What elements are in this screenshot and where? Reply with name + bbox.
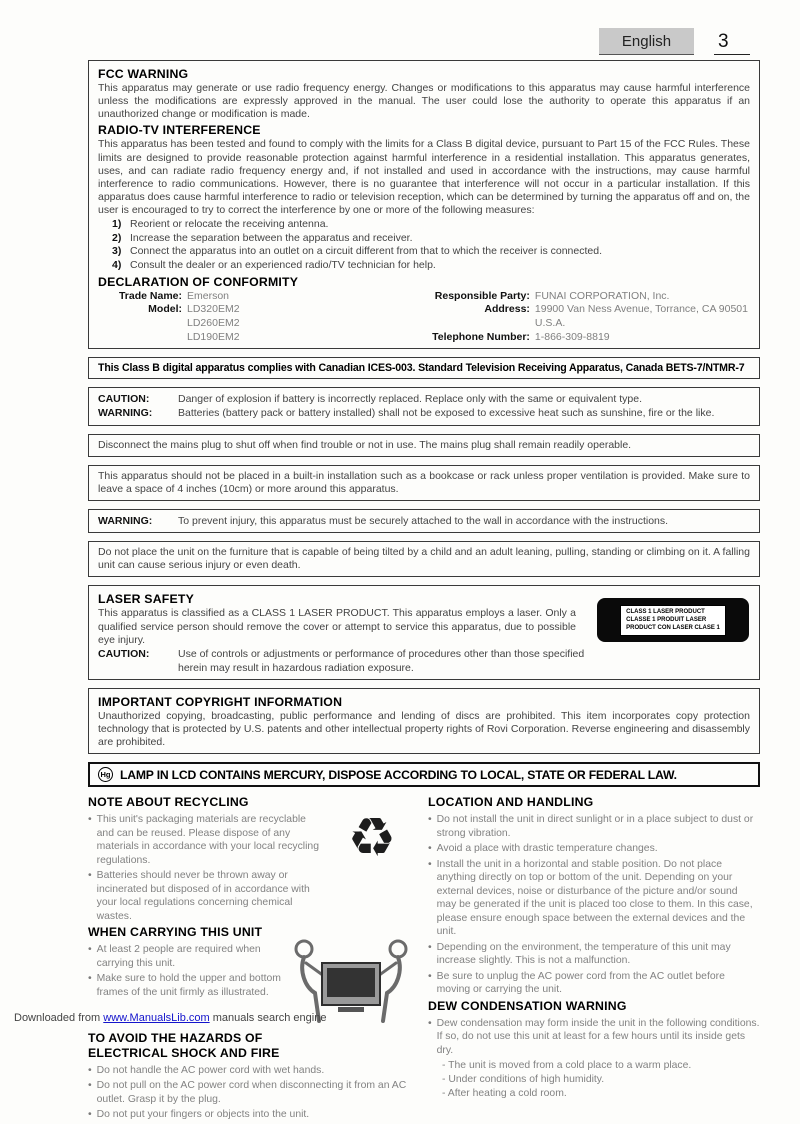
fcc-section (88, 60, 760, 349)
location-bullet: • Be sure to unplug the AC power cord from the AC outlet before moving or carrying the unit. (428, 970, 725, 996)
carrying-bullet: • Make sure to hold the upper and bottom frames of the unit firmly as illustrated. (88, 973, 281, 998)
footer-prefix: Downloaded from (14, 1012, 104, 1024)
mercury-text: LAMP IN LCD CONTAINS MERCURY, DISPOSE ACCORDING TO LOCAL, STATE OR FEDERAL LAW. (120, 767, 677, 782)
dew-condensation-section (428, 999, 760, 1101)
responsible-party-row: Responsible Party: FUNAI CORPORATION, Inc. (434, 289, 670, 302)
class1-laser-label-text: CLASS 1 LASER PRODUCT CLASSE 1 PRODUIT LASER PRODUCT CON LASER CLASE 1 (620, 605, 726, 635)
battery-warning-box (88, 387, 760, 425)
ventilation-box (88, 465, 760, 501)
shock-bullet: • Do not handle the AC power cord with wet hands. (88, 1064, 325, 1076)
manualslib-link[interactable]: www.ManualsLib.com (103, 1012, 210, 1024)
copyright-body: Unauthorized copying, broadcasting, public performance and lending of discs are prohibited. This item incorporates copy protection technology that is protected by U.S. patents and other intellectual property rights of Rovi Corporation. Reverse engineering and disassembly are prohibited. (98, 710, 750, 749)
radio-tv-title: RADIO-TV INTERFERENCE (98, 123, 261, 138)
mercury-hg-icon: Hg (98, 767, 113, 782)
shock-bullet: • Do not put your fingers or objects into the unit. (88, 1109, 310, 1121)
location-bullet: • Do not install the unit in direct sunlight or in a place subject to dust or strong vibration. (428, 814, 754, 839)
dew-condition-item: - After heating a cold room. (442, 1088, 567, 1100)
carrying-bullet: • At least 2 people are required when carrying this unit. (88, 944, 261, 969)
measure-item: 2) Increase the separation between the apparatus and receiver. (112, 231, 413, 244)
measure-item: 4) Consult the dealer or an experienced radio/TV technician for help. (112, 259, 436, 272)
laser-safety-body: This apparatus is classified as a CLASS 1 LASER PRODUCT. This apparatus employs a laser. Only a qualified service person should remove the cover or attempt to service this apparatus, due to possible eye injury. (98, 607, 576, 646)
location-bullet: • Avoid a place with drastic temperature changes. (428, 843, 658, 855)
location-handling-title: LOCATION AND HANDLING (428, 795, 594, 810)
left-column (88, 793, 410, 1123)
declaration-title: DECLARATION OF CONFORMITY (98, 274, 299, 289)
wall-mount-warning-box (88, 509, 760, 533)
recycling-bullet: • This unit's packaging materials are recyclable and can be reused. Please dispose of any materials in accordance with your local recycling regulations. (88, 814, 319, 866)
address-row: Address: 19900 Van Ness Avenue, Torrance, CA 90501 U.S.A. (484, 303, 748, 329)
fcc-warning-title: FCC WARNING (98, 67, 189, 81)
electrical-shock-section (88, 1031, 410, 1122)
model-row: LD260EM2 (187, 316, 240, 329)
recycling-title: NOTE ABOUT RECYCLING (88, 795, 249, 810)
tilt-warning-box (88, 541, 760, 577)
laser-caution-row: CAUTION: Use of controls or adjustments or performance of procedures other than those specified herein may result in hazardous radiation exposure. (98, 647, 585, 674)
copyright-title: IMPORTANT COPYRIGHT INFORMATION (98, 695, 343, 710)
declaration-of-conformity (98, 290, 750, 345)
model-row: LD190EM2 (187, 330, 240, 343)
radio-tv-body: This apparatus has been tested and found to comply with the limits for a Class B digital device, pursuant to Part 15 of the FCC Rules. These limits are designed to provide reasonable protection against harmful interference in a residential installation. This apparatus generates, uses, and can radiate radio frequency energy and, if not installed and used in accordance with the instructions, may cause harmful interference to radio communications. However, there is no guarantee that interference will not occur in a particular installation. If this apparatus does cause harmful interference to radio or television reception, which can be determined by turning the apparatus off and on, the user is encouraged to try to correct the interference by one or more of the following measures: (98, 138, 750, 216)
class1-laser-label (597, 598, 749, 642)
battery-caution-row: CAUTION: Danger of explosion if battery is incorrectly replaced. Replace only with the same or equivalent type. (98, 393, 642, 406)
phone-row: Telephone Number: 1-866-309-8819 (432, 330, 610, 343)
recycling-bullet: • Batteries should never be thrown away or incinerated but disposed of in accordance with your local regulations concerning chemical wastes. (88, 870, 310, 922)
fcc-warning-body: This apparatus may generate or use radio frequency energy. Changes or modifications to this apparatus may cause harmful interference unless the modifications are expressly approved in the manual. The user could lose the authority to operate this apparatus if an unauthorized change or modification is made. (98, 82, 750, 121)
interference-measures (112, 218, 750, 273)
laser-safety-box (88, 585, 760, 680)
mercury-box (88, 762, 760, 787)
location-bullet: • Depending on the environment, the temperature of this unit may increase slightly. This is not a malfunction. (428, 941, 731, 967)
language-tab: English (599, 28, 694, 55)
location-bullet: • Install the unit in a horizontal and stable position. Do not place anything directly on top or bottom of the unit. Depending on your external devices, noise or disturbance of the picture and/or sound may be generated if the unit is placed too close to them. In this case, please ensure enough space between the external devices and the unit. (428, 858, 753, 938)
measure-item: 1) Reorient or relocate the receiving antenna. (112, 218, 329, 231)
wall-warning-row: WARNING: To prevent injury, this apparatus must be securely attached to the wall in accordance with the instructions. (98, 514, 669, 527)
right-column (428, 793, 760, 1123)
ices-box (88, 357, 760, 379)
recycling-section (88, 795, 410, 923)
mains-plug-text: Disconnect the mains plug to shut off when find trouble or not in use. The mains plug shall remain readily operable. (98, 438, 632, 451)
electrical-shock-title: TO AVOID THE HAZARDS OF ELECTRICAL SHOCK AND FIRE (88, 1031, 280, 1061)
ventilation-text: This apparatus should not be placed in a built-in installation such as a bookcase or rack unless proper ventilation is provided. Make sure to leave a space of 4 inches (10cm) or more around this apparatus. (98, 469, 750, 495)
carrying-title: WHEN CARRYING THIS UNIT (88, 925, 263, 940)
laser-safety-title: LASER SAFETY (98, 592, 195, 607)
shock-bullet: • Do not pull on the AC power cord when disconnecting it from an AC outlet. Grasp it by the plug. (88, 1080, 407, 1105)
measure-item: 3) Connect the apparatus into an outlet on a circuit different from that to which the receiver is connected. (112, 245, 602, 258)
ices-text: This Class B digital apparatus complies with Canadian ICES-003. Standard Television Receiving Apparatus, Canada BETS-7/NTMR-7 (98, 362, 745, 375)
mains-plug-box (88, 434, 760, 457)
trade-name-row: Trade Name: Emerson (118, 289, 230, 302)
dew-bullet: • Dew condensation may form inside the unit in the following conditions. If so, do not use this unit at least for a few hours until its inside gets dry. (428, 1017, 760, 1056)
declaration-left (98, 290, 398, 345)
page-content (88, 60, 760, 1124)
declaration-right (398, 290, 750, 345)
recycling-icon: ♻ (347, 808, 396, 869)
dew-condensation-title: DEW CONDENSATION WARNING (428, 998, 627, 1013)
dew-condition-item: - The unit is moved from a cold place to a warm place. (442, 1060, 692, 1072)
footer (14, 1012, 326, 1024)
footer-suffix: manuals search engine (209, 1012, 327, 1024)
battery-warning-row: WARNING: Batteries (battery pack or battery installed) shall not be exposed to excessive heat such as sunshine, fire or the like. (98, 407, 715, 420)
location-handling-section (428, 795, 760, 996)
model-row: Model: LD320EM2 (148, 303, 240, 316)
bottom-columns (88, 793, 760, 1123)
page-header (599, 28, 750, 55)
dew-condition-item: - Under conditions of high humidity. (442, 1074, 605, 1086)
tilt-warning-text: Do not place the unit on the furniture that is capable of being tilted by a child and an adult leaning, pulling, standing or climbing on it. A falling unit can cause serious injury or even death. (98, 546, 750, 572)
page-number: 3 (714, 31, 750, 55)
copyright-box (88, 688, 760, 754)
